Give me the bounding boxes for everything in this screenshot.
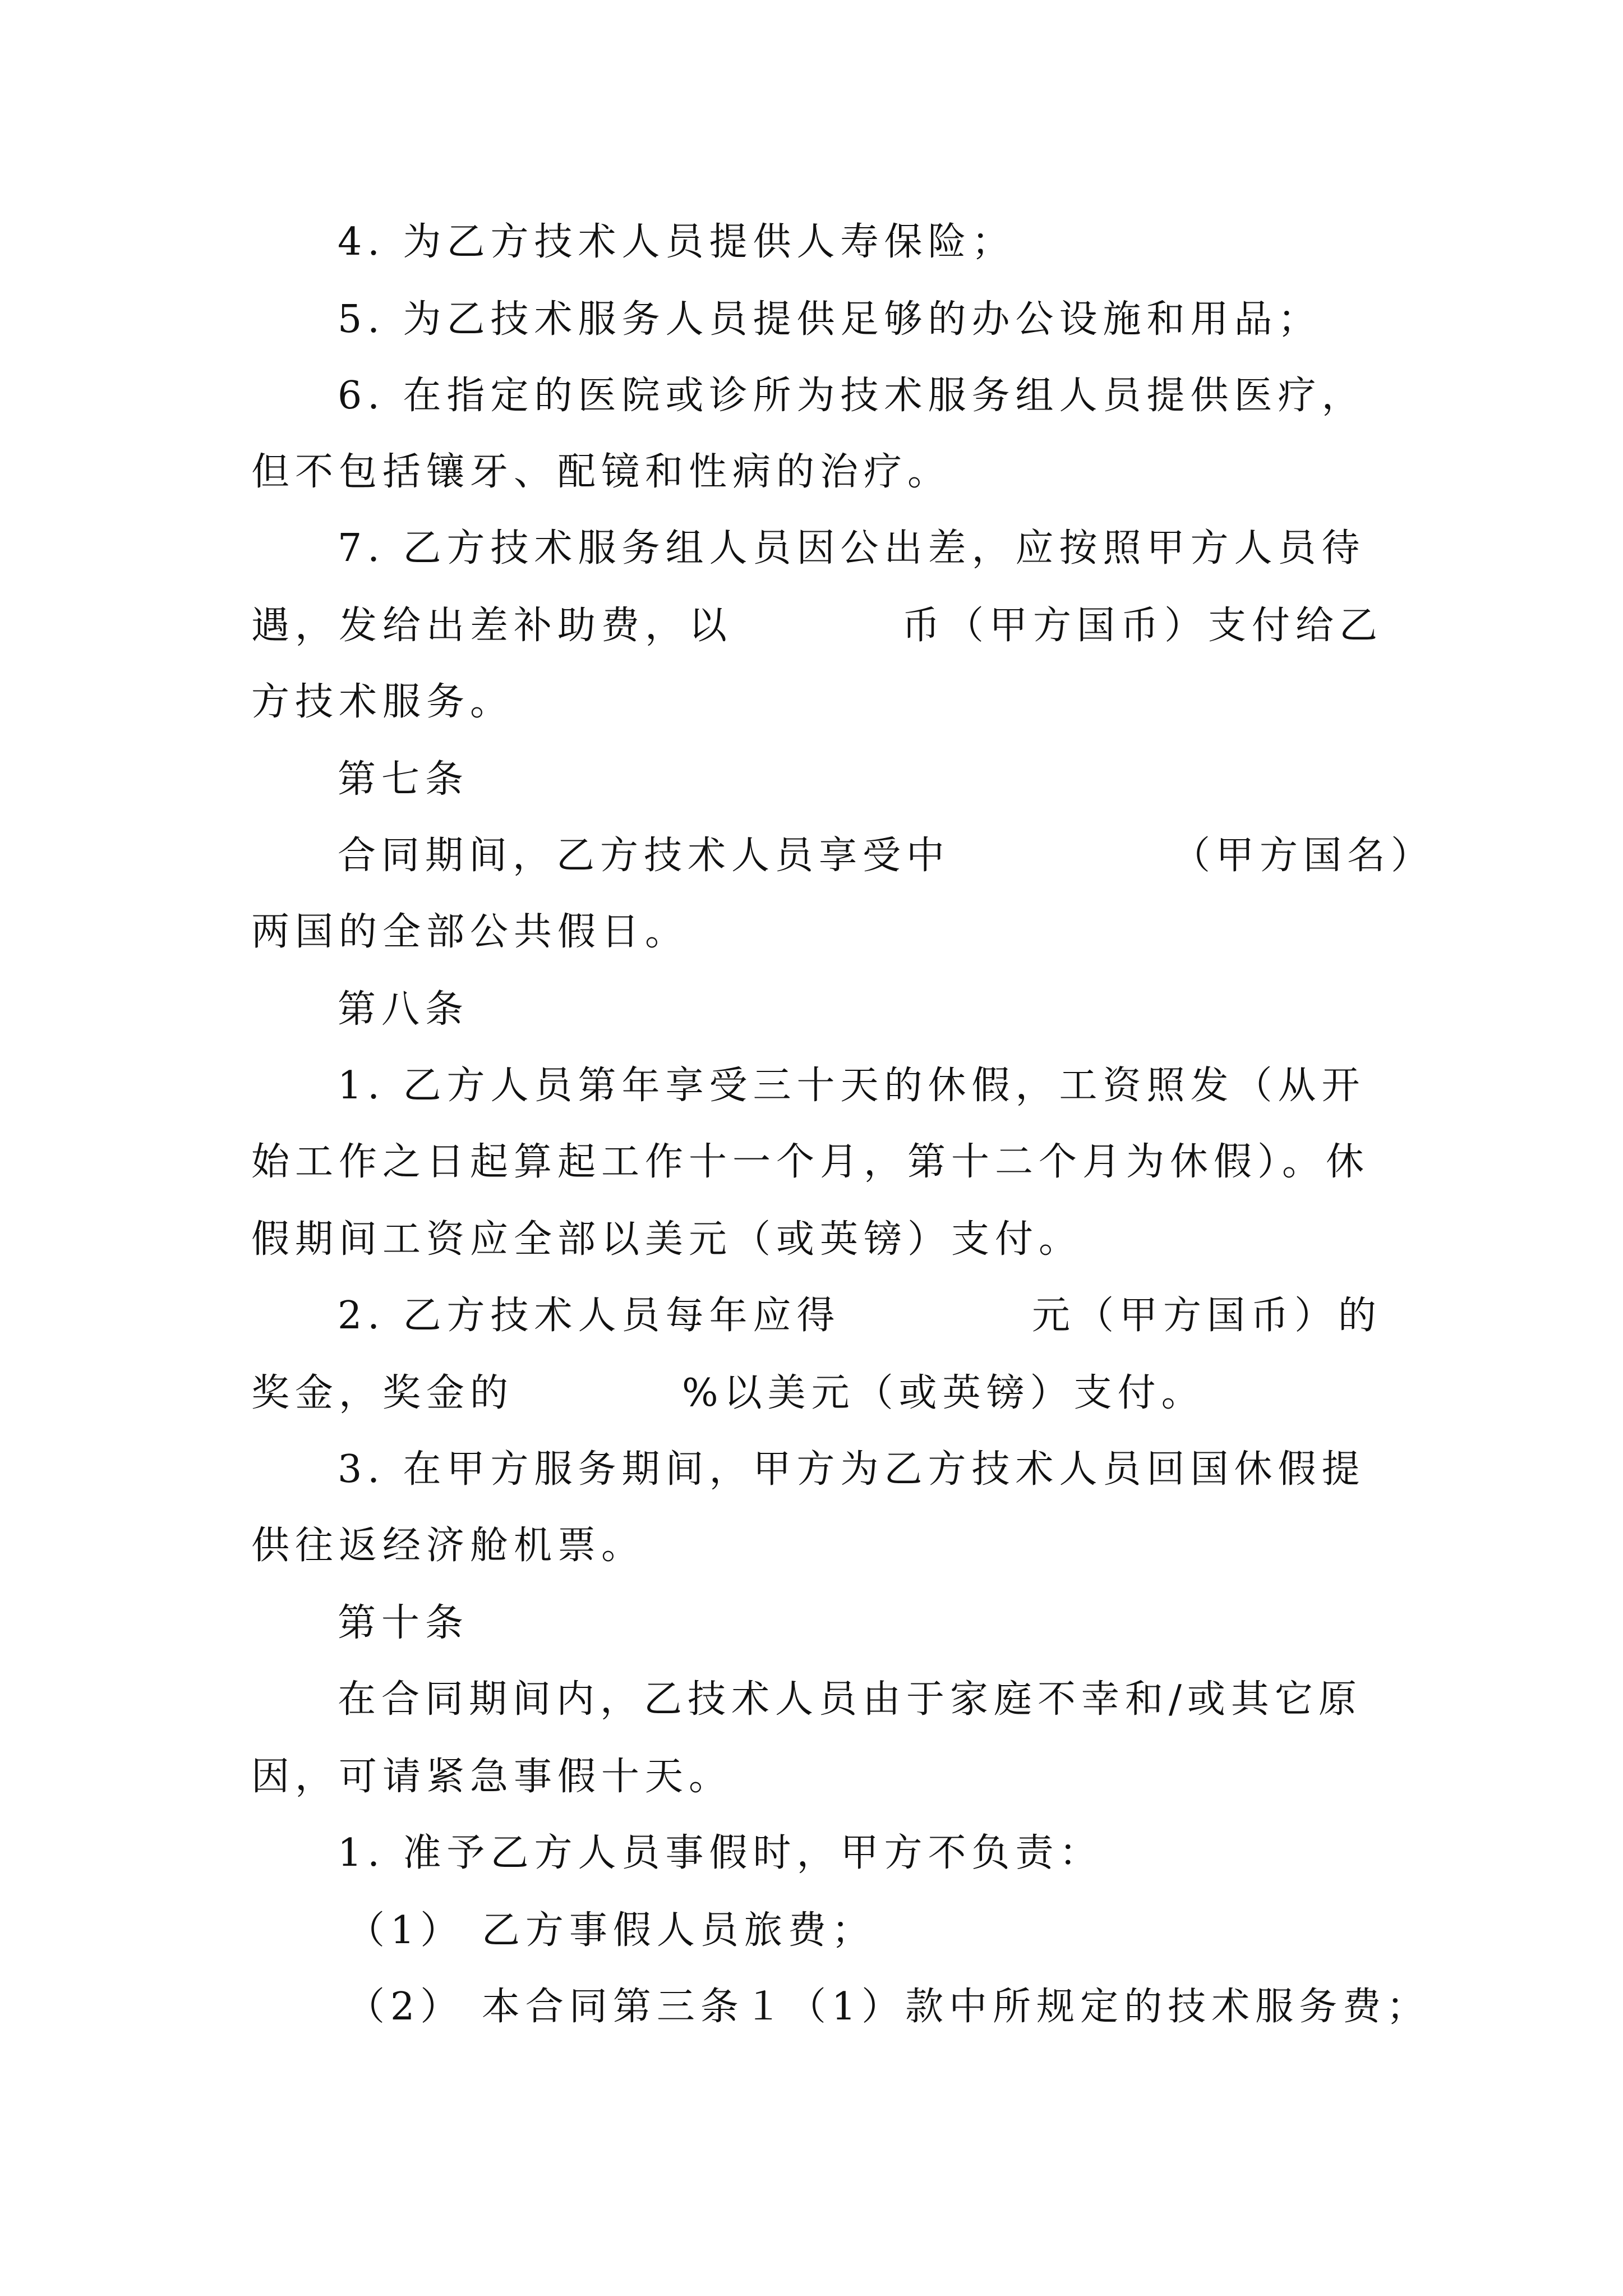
article-8-item-1-line-3: 假期间工资应全部以美元（或英镑）支付。 [251, 1217, 1083, 1262]
article-8-item-3-line-2: 供往返经济舱机票。 [251, 1524, 645, 1568]
article-8-item-2-line-1-a: 2. 乙方技术人员每年应得 [338, 1294, 841, 1338]
article-10-line-2: 因，可请紧急事假十天。 [251, 1755, 733, 1799]
article-8-item-2-line-1-b: 元（甲方国币）的 [1032, 1294, 1382, 1338]
article-8-item-1-line-2: 始工作之日起算起工作十一个月，第十二个月为休假）。休 [251, 1140, 1370, 1184]
article-10-sub-2: （2） 本合同第三条１（1）款中所规定的技术服务费； [347, 1985, 1431, 2029]
item-7-line-2-a: 遇，发给出差补助费，以 [251, 604, 733, 648]
item-4-line: 4. 为乙方技术人员提供人寿保险； [338, 220, 1016, 264]
item-7-line-1: 7. 乙方技术服务组人员因公出差，应按照甲方人员待 [338, 526, 1366, 570]
item-6-line-2: 但不包括镶牙、配镜和性病的治疗。 [251, 450, 952, 494]
article-8-item-2-line-2-a: 奖金，奖金的 [251, 1371, 514, 1415]
article-7-heading: 第七条 [338, 757, 469, 802]
article-10-heading: 第十条 [338, 1601, 469, 1645]
item-7-line-2-b: 币（甲方国币）支付给乙 [902, 604, 1384, 648]
article-8-item-2-line-2-b: %以美元（或英镑）支付。 [682, 1371, 1205, 1415]
article-8-heading: 第八条 [338, 987, 469, 1032]
article-7-line-1-a: 合同期间，乙方技术人员享受中 [338, 834, 951, 878]
article-10-line-1: 在合同期间内，乙技术人员由于家庭不幸和/或其它原 [338, 1677, 1362, 1722]
article-10-item-1: 1. 准予乙方人员事假时，甲方不负责： [338, 1831, 1103, 1875]
item-6-line-1: 6. 在指定的医院或诊所为技术服务组人员提供医疗， [338, 374, 1366, 418]
item-7-line-3: 方技术服务。 [251, 680, 514, 724]
article-8-item-3-line-1: 3. 在甲方服务期间，甲方为乙方技术人员回国休假提 [338, 1447, 1366, 1492]
article-10-sub-1: （1） 乙方事假人员旅费； [347, 1908, 875, 1953]
article-7-line-1-b: （甲方国名） [1172, 834, 1435, 878]
item-5-line: 5. 为乙技术服务人员提供足够的办公设施和用品； [338, 297, 1322, 342]
article-7-line-2: 两国的全部公共假日。 [251, 910, 689, 954]
article-8-item-1-line-1: 1. 乙方人员第年享受三十天的休假，工资照发（从开 [338, 1064, 1366, 1108]
